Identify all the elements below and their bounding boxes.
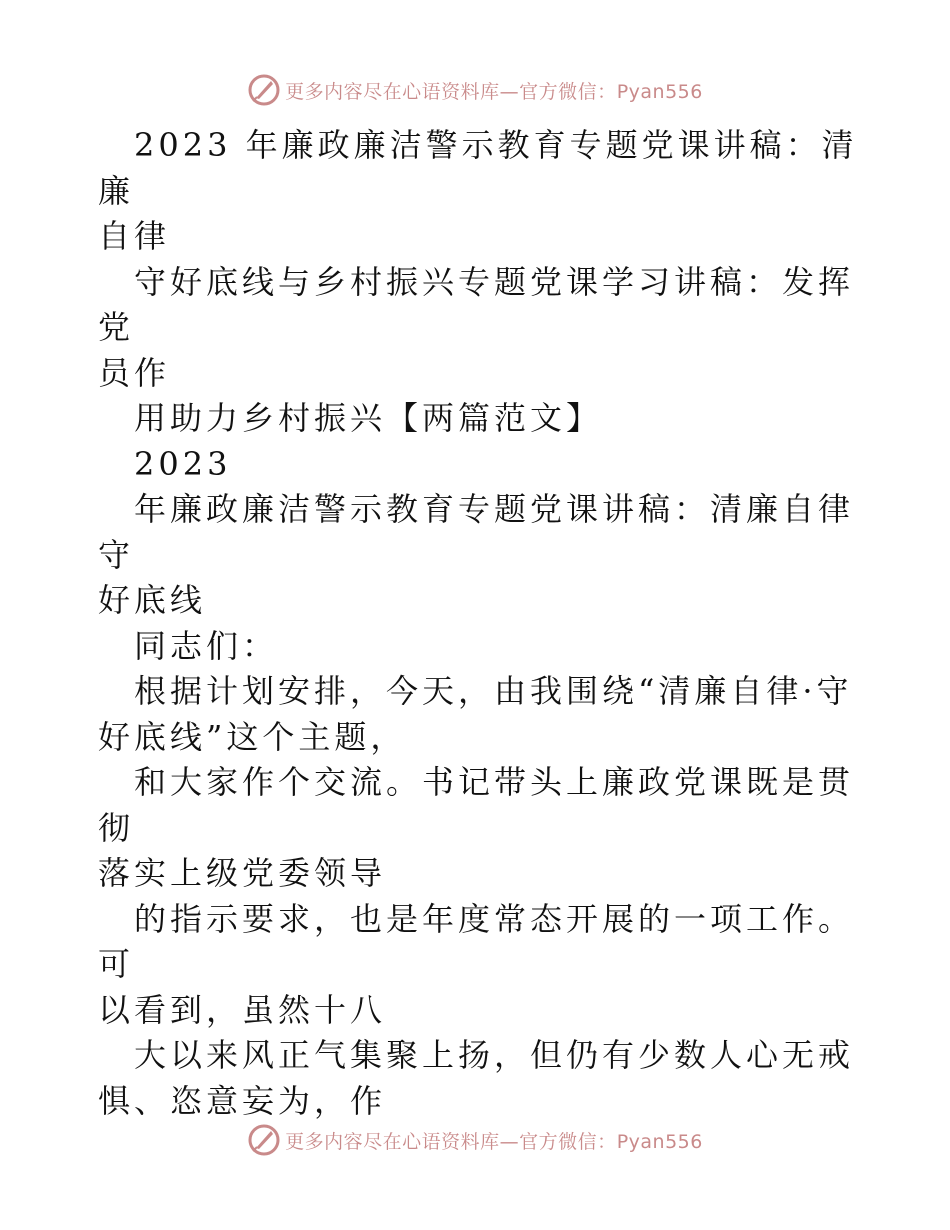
paragraph-line: 好底线”这个主题， xyxy=(98,717,407,756)
quill-logo-icon xyxy=(247,1123,281,1157)
paragraph-line: 自律 xyxy=(98,217,171,255)
paragraph-line: 的指示要求，也是年度常态开展的一项工作。可 xyxy=(98,899,855,983)
paragraph-line: 以看到，虽然十八 xyxy=(98,990,387,1029)
paragraph-line: 2023 xyxy=(134,444,232,483)
paragraph-line: 大以来风正气集聚上扬，但仍有少数人心无戒 xyxy=(134,1036,855,1074)
paragraph-line: 同志们： xyxy=(134,626,279,665)
paragraph-line: 用助力乡村振兴【两篇范文】 xyxy=(134,399,603,437)
paragraph-line: 年廉政廉洁警示教育专题党课讲稿：清廉自律守 xyxy=(98,490,855,574)
footer-watermark xyxy=(0,1120,950,1160)
watermark-wechat-label: 官方微信： xyxy=(519,80,617,103)
paragraph-line: 惧、恣意妄为，作 xyxy=(98,1081,387,1120)
watermark-wechat-id: Pyan556 xyxy=(616,80,703,103)
watermark-wechat-id: Pyan556 xyxy=(616,1130,703,1153)
quill-logo-icon xyxy=(247,73,281,107)
paragraph-line: 好底线 xyxy=(98,581,207,619)
watermark-text xyxy=(285,77,703,104)
paragraph-line: 守好底线与乡村振兴专题党课学习讲稿：发挥党 xyxy=(98,262,855,346)
watermark-separator: — xyxy=(499,80,520,103)
paragraph-line: 根据计划安排，今天，由我围绕“清廉自律·守 xyxy=(134,672,853,710)
paragraph-line: 和大家作个交流。书记带头上廉政党课既是贯彻 xyxy=(98,763,855,847)
paragraph-line: 2023 年廉政廉洁警示教育专题党课讲稿：清廉 xyxy=(98,126,858,210)
paragraph-line: 落实上级党委领导 xyxy=(98,854,387,892)
document-body xyxy=(98,123,858,1124)
watermark-separator: — xyxy=(499,1130,520,1153)
watermark-site: 更多内容尽在心语资料库 xyxy=(285,80,500,103)
watermark-wechat-label: 官方微信： xyxy=(519,1130,617,1153)
paragraph-line: 员作 xyxy=(98,353,171,392)
watermark-text xyxy=(285,1127,703,1154)
header-watermark xyxy=(0,70,950,110)
watermark-site: 更多内容尽在心语资料库 xyxy=(285,1130,500,1153)
